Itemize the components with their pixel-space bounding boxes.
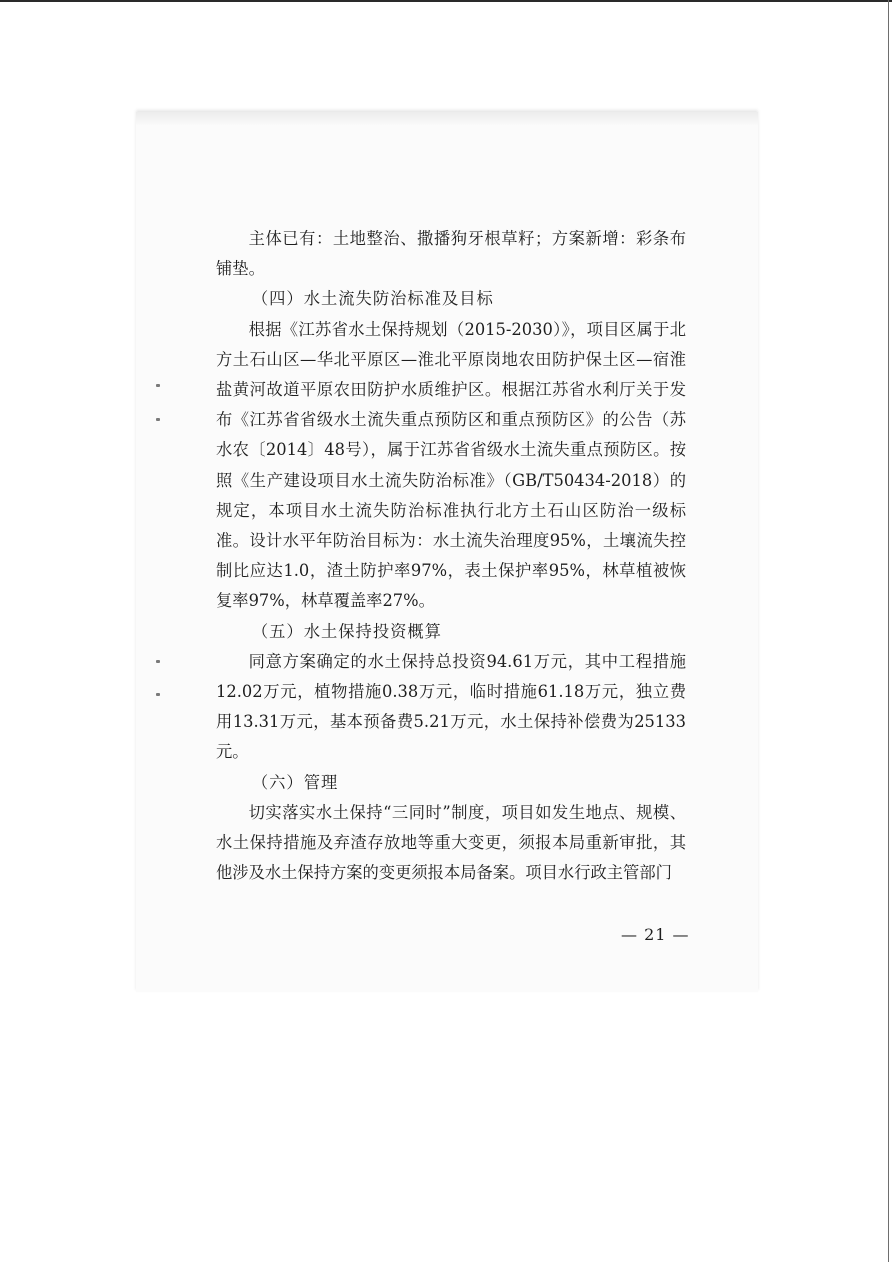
heading-investment-estimate: （五）水土保持投资概算 <box>251 621 442 641</box>
binding-hole-mark <box>156 384 160 387</box>
heading-prevention-standard: （四）水土流失防治标准及目标 <box>251 289 494 309</box>
paragraph-management: 切实落实水土保持“三同时”制度，项目如发生地点、规模、水土保持措施及弃渣存放地等重大变更，须报本局重新审批，其他涉及水土保持方案的变更须报本局备案。项目水行政主管部门 <box>216 802 686 883</box>
binding-hole-mark <box>156 418 160 421</box>
heading-management: （六）管理 <box>251 772 339 792</box>
paragraph-existing-measures: 主体已有：土地整治、撒播狗牙根草籽；方案新增：彩条布铺垫。 <box>216 229 686 279</box>
scan-right-edge <box>888 0 889 1262</box>
scan-top-edge <box>0 0 892 2</box>
paragraph-prevention-standard: 根据《江苏省水土保持规划（2015-2030）》，项目区属于北方土石山区—华北平原区—淮北平原岗地农田防护保土区—宿淮盐黄河故道平原农田防护水质维护区。根据江苏省水利厅关于发布《江苏省省级水土流失重点预防区和重点预防区》的公告（苏水农〔2014〕48号），属于江苏省省级水土流失重点预防区。按照《生产建设项目水土流失防治标准》（GB/T50434-2018）的规定，本项目水土流失防治标准执行北方土石山区防治一级标准。设计水平年防治目标为：水土流失治理度95%，土壤流失控制比应达1.0，渣土防护率97%，表土保护率95%，林草植被恢复率97%，林草覆盖率27%。 <box>216 319 686 611</box>
document-body <box>216 224 686 888</box>
page-number: — 21 — <box>621 925 690 944</box>
binding-hole-mark <box>156 693 160 696</box>
paragraph-investment-estimate: 同意方案确定的水土保持总投资94.61万元，其中工程措施12.02万元，植物措施0.38万元，临时措施61.18万元，独立费用13.31万元，基本预备费5.21万元，水土保持补偿费为25133元。 <box>216 651 686 762</box>
binding-hole-mark <box>156 660 160 663</box>
